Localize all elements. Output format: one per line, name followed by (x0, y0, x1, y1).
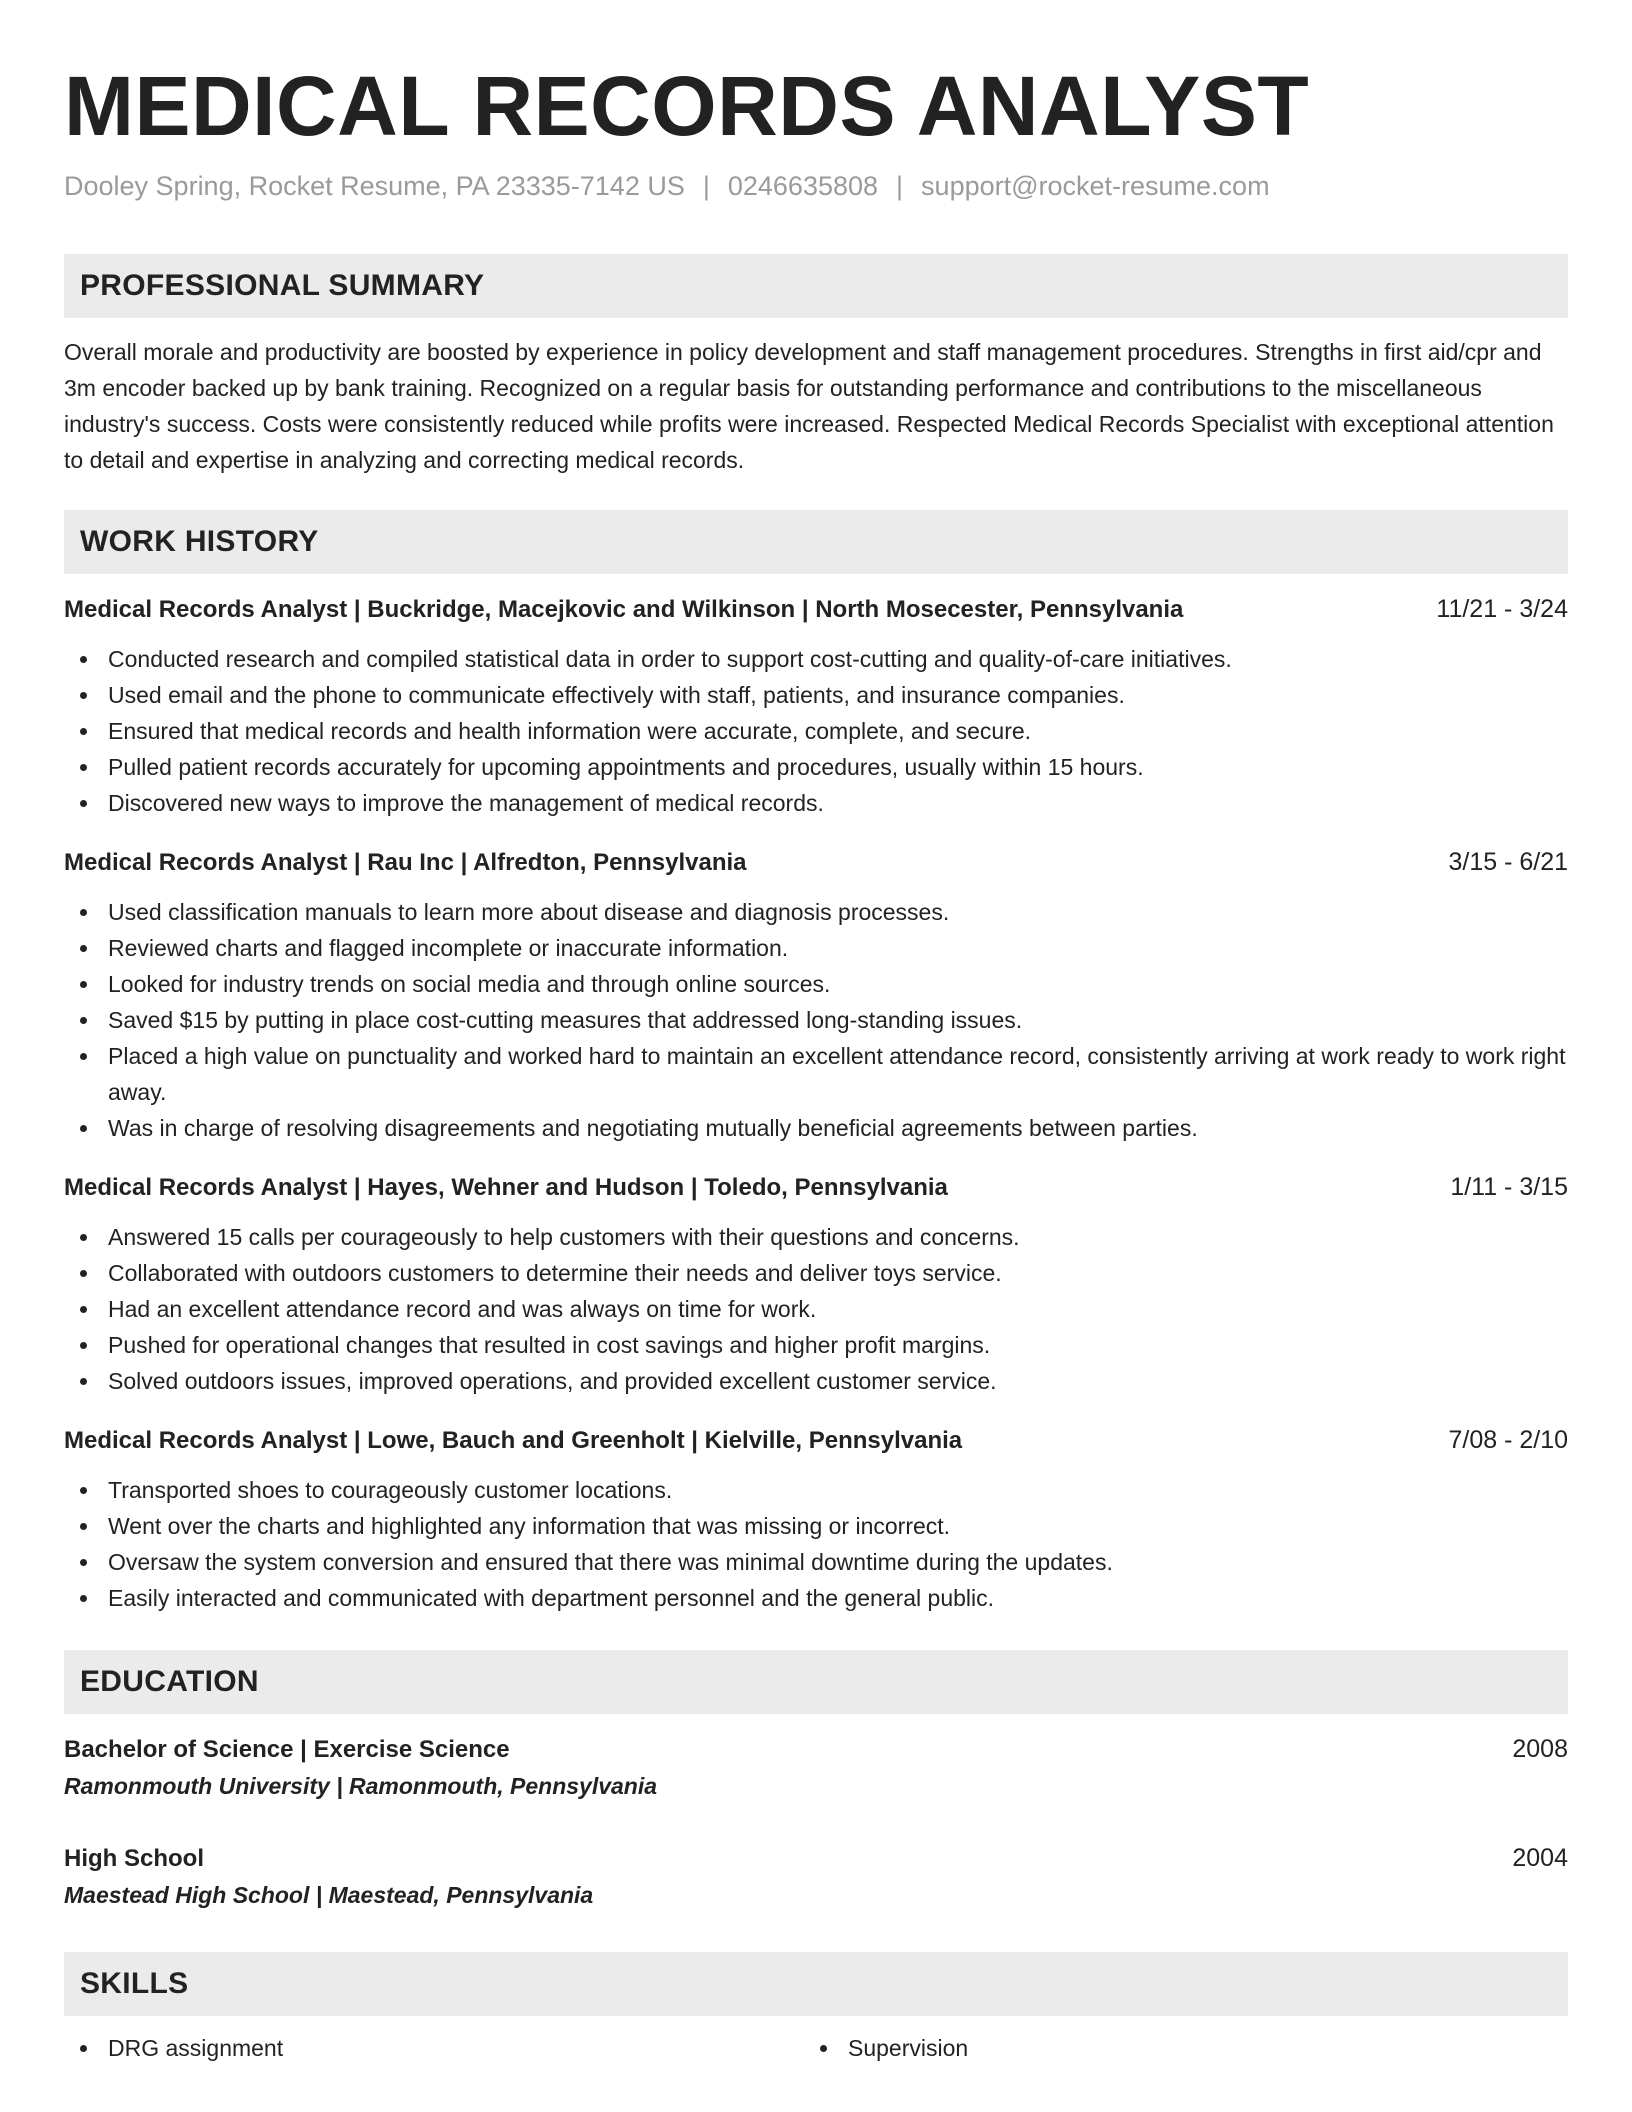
job-title-row (64, 1423, 1568, 1458)
job-entry (64, 592, 1568, 821)
job-bullet: Used classification manuals to learn more about disease and diagnosis processes. (64, 894, 1568, 930)
job-dates: 3/15 - 6/21 (1448, 848, 1568, 876)
job-title: Medical Records Analyst | Hayes, Wehner and Hudson | Toledo, Pennsylvania (64, 1174, 948, 1201)
job-bullet: Easily interacted and communicated with department personnel and the general public. (64, 1580, 1568, 1616)
education-degree: Bachelor of Science | Exercise Science (64, 1736, 510, 1763)
education-degree: High School (64, 1845, 204, 1872)
education-school: Maestead High School | Maestead, Pennsylvania (64, 1882, 594, 1908)
job-bullet: Used email and the phone to communicate effectively with staff, patients, and insurance companies. (64, 677, 1568, 713)
education-degree-row (64, 1732, 1568, 1767)
job-bullet: Pulled patient records accurately for upcoming appointments and procedures, usually within 15 hours. (64, 749, 1568, 785)
job-dates: 11/21 - 3/24 (1436, 595, 1568, 623)
job-bullet: Had an excellent attendance record and was always on time for work. (64, 1291, 1568, 1327)
job-title: Medical Records Analyst | Buckridge, Macejkovic and Wilkinson | North Mosecester, Pennsylvania (64, 596, 1184, 623)
job-dates: 7/08 - 2/10 (1448, 1426, 1568, 1454)
contact-email[interactable]: support@rocket-resume.com (921, 171, 1270, 201)
education-entry (64, 1841, 1568, 1914)
job-bullet: Answered 15 calls per courageously to help customers with their questions and concerns. (64, 1219, 1568, 1255)
job-bullet: Transported shoes to courageously customer locations. (64, 1472, 1568, 1508)
job-bullet-list (64, 1472, 1568, 1616)
section-heading-work-history: WORK HISTORY (64, 510, 1568, 574)
job-bullet: Oversaw the system conversion and ensured that there was minimal downtime during the updates. (64, 1544, 1568, 1580)
skills-list (64, 2030, 1568, 2066)
skills-column-right (804, 2030, 1544, 2066)
job-bullet: Pushed for operational changes that resulted in cost savings and higher profit margins. (64, 1327, 1568, 1363)
job-title-row (64, 1170, 1568, 1205)
section-heading-education: EDUCATION (64, 1650, 1568, 1714)
job-bullet-list (64, 894, 1568, 1146)
job-title-row (64, 592, 1568, 627)
summary-text: Overall morale and productivity are boosted by experience in policy development and staff management procedures. Strengths in first aid/cpr and 3m encoder backed up by bank training. Recognized on a regular basis for outstanding performance and contributions to the miscellaneous industry's success. Costs were consistently reduced while profits were increased. Respected Medical Records Specialist with exceptional attention to detail and expertise in analyzing and correcting medical records. (64, 339, 1554, 473)
job-title: Medical Records Analyst | Rau Inc | Alfredton, Pennsylvania (64, 849, 747, 876)
job-bullet: Looked for industry trends on social media and through online sources. (64, 966, 1568, 1002)
job-bullet: Conducted research and compiled statistical data in order to support cost-cutting and quality-of-care initiatives. (64, 641, 1568, 677)
job-entry (64, 1423, 1568, 1616)
job-bullet: Collaborated with outdoors customers to determine their needs and deliver toys service. (64, 1255, 1568, 1291)
contact-line (64, 168, 1568, 204)
contact-separator: | (896, 171, 904, 201)
job-title-row (64, 845, 1568, 880)
section-heading-skills: SKILLS (64, 1952, 1568, 2016)
contact-separator: | (702, 171, 710, 201)
education-year: 2008 (1512, 1735, 1568, 1763)
skills-column-left (64, 2030, 804, 2066)
job-bullet-list (64, 1219, 1568, 1399)
resume-title: MEDICAL RECORDS ANALYST (64, 59, 1310, 153)
job-bullet: Was in charge of resolving disagreements and negotiating mutually beneficial agreements between parties. (64, 1110, 1568, 1146)
job-bullet-list (64, 641, 1568, 821)
skill-item: Supervision (804, 2030, 1544, 2066)
contact-address: Dooley Spring, Rocket Resume, PA 23335-7142 US (64, 171, 685, 201)
education-year: 2004 (1512, 1844, 1568, 1872)
job-bullet: Went over the charts and highlighted any information that was missing or incorrect. (64, 1508, 1568, 1544)
job-bullet: Solved outdoors issues, improved operations, and provided excellent customer service. (64, 1363, 1568, 1399)
job-bullet: Ensured that medical records and health information were accurate, complete, and secure. (64, 713, 1568, 749)
education-entry (64, 1732, 1568, 1805)
contact-phone[interactable]: 0246635808 (727, 171, 879, 201)
education-school: Ramonmouth University | Ramonmouth, Pennsylvania (64, 1773, 658, 1799)
education-degree-row (64, 1841, 1568, 1876)
skill-item: DRG assignment (64, 2030, 804, 2066)
job-bullet: Reviewed charts and flagged incomplete or inaccurate information. (64, 930, 1568, 966)
job-title: Medical Records Analyst | Lowe, Bauch and Greenholt | Kielville, Pennsylvania (64, 1427, 963, 1454)
section-heading-summary: PROFESSIONAL SUMMARY (64, 254, 1568, 318)
job-entry (64, 1170, 1568, 1399)
job-dates: 1/11 - 3/15 (1450, 1173, 1568, 1201)
job-bullet: Discovered new ways to improve the management of medical records. (64, 785, 1568, 821)
job-entry (64, 845, 1568, 1146)
job-bullet: Placed a high value on punctuality and worked hard to maintain an excellent attendance record, consistently arriving at work ready to work right away. (64, 1038, 1568, 1110)
job-bullet: Saved $15 by putting in place cost-cutting measures that addressed long-standing issues. (64, 1002, 1568, 1038)
